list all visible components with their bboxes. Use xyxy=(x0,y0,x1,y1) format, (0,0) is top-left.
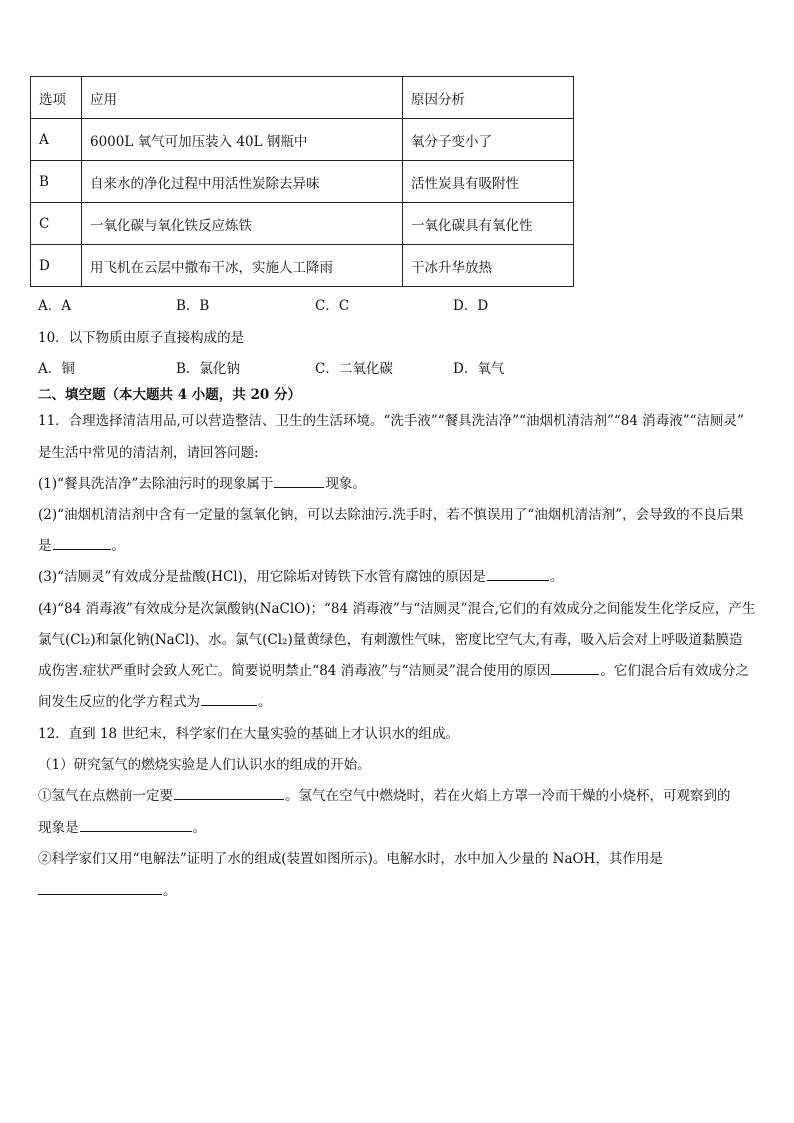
table-cell: 6000L 氧气可加压装入 40L 钢瓶中 xyxy=(82,119,403,161)
answer-blank[interactable] xyxy=(53,535,111,550)
choice-a: A．铜 xyxy=(38,361,75,377)
q12-part1-line2 xyxy=(38,816,206,836)
table-cell: 一氧化碳与氧化铁反应炼铁 xyxy=(82,203,403,245)
choice-b: B．氯化钠 xyxy=(176,361,240,377)
q11-part1-tail: 现象。 xyxy=(325,476,366,492)
q11-part2-line1: (2)“油烟机清洁剂中含有一定量的氢氧化钠，可以去除油污.洗手时，若不慎误用了“油烟机清洁剂”，会导致的不良后果 xyxy=(38,507,744,523)
q10-choices xyxy=(38,357,598,377)
table-header-cell: 原因分析 xyxy=(403,77,574,119)
table-cell: 用飞机在云层中撒布干冰，实施人工降雨 xyxy=(82,245,403,287)
q11-part1 xyxy=(38,472,366,492)
answer-blank[interactable] xyxy=(551,660,599,675)
q12-part2-tail: 。 xyxy=(163,883,177,899)
table-cell: 氧分子变小了 xyxy=(403,119,574,161)
q11-part4-line1: (4)“84 消毒液”有效成分是次氯酸钠(NaClO)；“84 消毒液”与“洁厕灵”混合,它们的有效成分之间能发生化学反应，产生 xyxy=(38,601,756,617)
q12-part1-text: ①氢气在点燃前一定要 xyxy=(38,788,173,804)
q11-part3-text: (3)“洁厕灵”有效成分是盐酸(HCl)，用它除垢对铸铁下水管有腐蚀的原因是 xyxy=(38,569,486,585)
q12-part2-line2 xyxy=(38,879,177,899)
table-cell: A xyxy=(31,119,82,161)
q12-sub1: （1）研究氢气的燃烧实验是人们认识水的组成的开始。 xyxy=(38,757,371,773)
q11-part4-line4 xyxy=(38,690,272,710)
q12-part1-tail2: 。 xyxy=(192,820,206,836)
q12-part1-text2: 现象是 xyxy=(38,820,79,836)
q12-part1-line1 xyxy=(38,784,731,804)
q11-part4-line2: 氯气(Cl₂)和氯化钠(NaCl)、水。氯气(Cl₂)量黄绿色，有刺激性气味，密度比空气大,有毒，吸入后会对上呼吸道黏膜造 xyxy=(38,632,743,648)
table-row xyxy=(31,245,574,287)
q11-part4-line3 xyxy=(38,659,749,679)
table-cell: C xyxy=(31,203,82,245)
q11-part4-tail: 。它们混合后有效成分之 xyxy=(600,663,749,679)
table-cell: B xyxy=(31,161,82,203)
section-heading: 二、填空题（本大题共 4 小题，共 20 分） xyxy=(38,387,301,403)
q11-part4-text: 成伤害.症状严重时会致人死亡。简要说明禁止“84 消毒液”与“洁厕灵”混合使用的原因 xyxy=(38,663,551,679)
q11-part4-eq-tail: 。 xyxy=(258,694,272,710)
q12-part1-tail: 。氢气在空气中燃烧时，若在火焰上方罩一冷而干燥的小烧杯，可观察到的 xyxy=(285,788,731,804)
table-cell: 活性炭具有吸附性 xyxy=(403,161,574,203)
answer-blank[interactable] xyxy=(201,691,257,706)
q11-part4-eq: 间发生反应的化学方程式为 xyxy=(38,694,200,710)
choice-a: A．A xyxy=(38,298,71,314)
table-header-cell: 选项 xyxy=(31,77,82,119)
table-cell: 干冰升华放热 xyxy=(403,245,574,287)
table-row xyxy=(31,203,574,245)
answer-blank[interactable] xyxy=(174,785,284,800)
options-table xyxy=(30,76,574,287)
q11-part2-text: 是 xyxy=(38,538,52,554)
table-header-cell: 应用 xyxy=(82,77,403,119)
q9-choices xyxy=(38,294,598,314)
answer-blank[interactable] xyxy=(38,880,162,895)
q10-stem: 10．以下物质由原子直接构成的是 xyxy=(38,330,245,346)
table-cell: D xyxy=(31,245,82,287)
answer-blank[interactable] xyxy=(487,566,549,581)
table-row xyxy=(31,161,574,203)
answer-blank[interactable] xyxy=(80,817,192,832)
q11-stem-line1: 11．合理选择清洁用品,可以营造整洁、卫生的生活环境。“洗手液”“餐具洗洁净”“油烟机清洁剂”“84 消毒液”“洁厕灵” xyxy=(38,413,744,429)
table-row xyxy=(31,119,574,161)
q12-part2-line1: ②科学家们又用“电解法”证明了水的组成(装置如图所示)。电解水时，水中加入少量的 NaOH，其作用是 xyxy=(38,851,663,867)
q12-stem: 12．直到 18 世纪末，科学家们在大量实验的基础上才认识水的组成。 xyxy=(38,726,459,742)
choice-b: B．B xyxy=(176,298,210,314)
q11-stem-line2: 是生活中常见的清洁剂，请回答问题: xyxy=(38,445,259,461)
q11-part1-text: (1)“餐具洗洁净”去除油污时的现象属于 xyxy=(38,476,274,492)
choice-d: D．氧气 xyxy=(453,361,505,377)
choice-d: D．D xyxy=(453,298,489,314)
table-cell: 一氧化碳具有氧化性 xyxy=(403,203,574,245)
q11-part2-tail: 。 xyxy=(111,538,125,554)
choice-c: C．C xyxy=(315,298,350,314)
table-header-row xyxy=(31,77,574,119)
q11-part3-tail: 。 xyxy=(549,569,564,585)
choice-c: C．二氧化碳 xyxy=(315,361,393,377)
answer-blank[interactable] xyxy=(274,473,324,488)
q11-part2-line2 xyxy=(38,534,125,554)
table-cell: 自来水的净化过程中用活性炭除去异味 xyxy=(82,161,403,203)
q11-part3 xyxy=(38,565,563,585)
